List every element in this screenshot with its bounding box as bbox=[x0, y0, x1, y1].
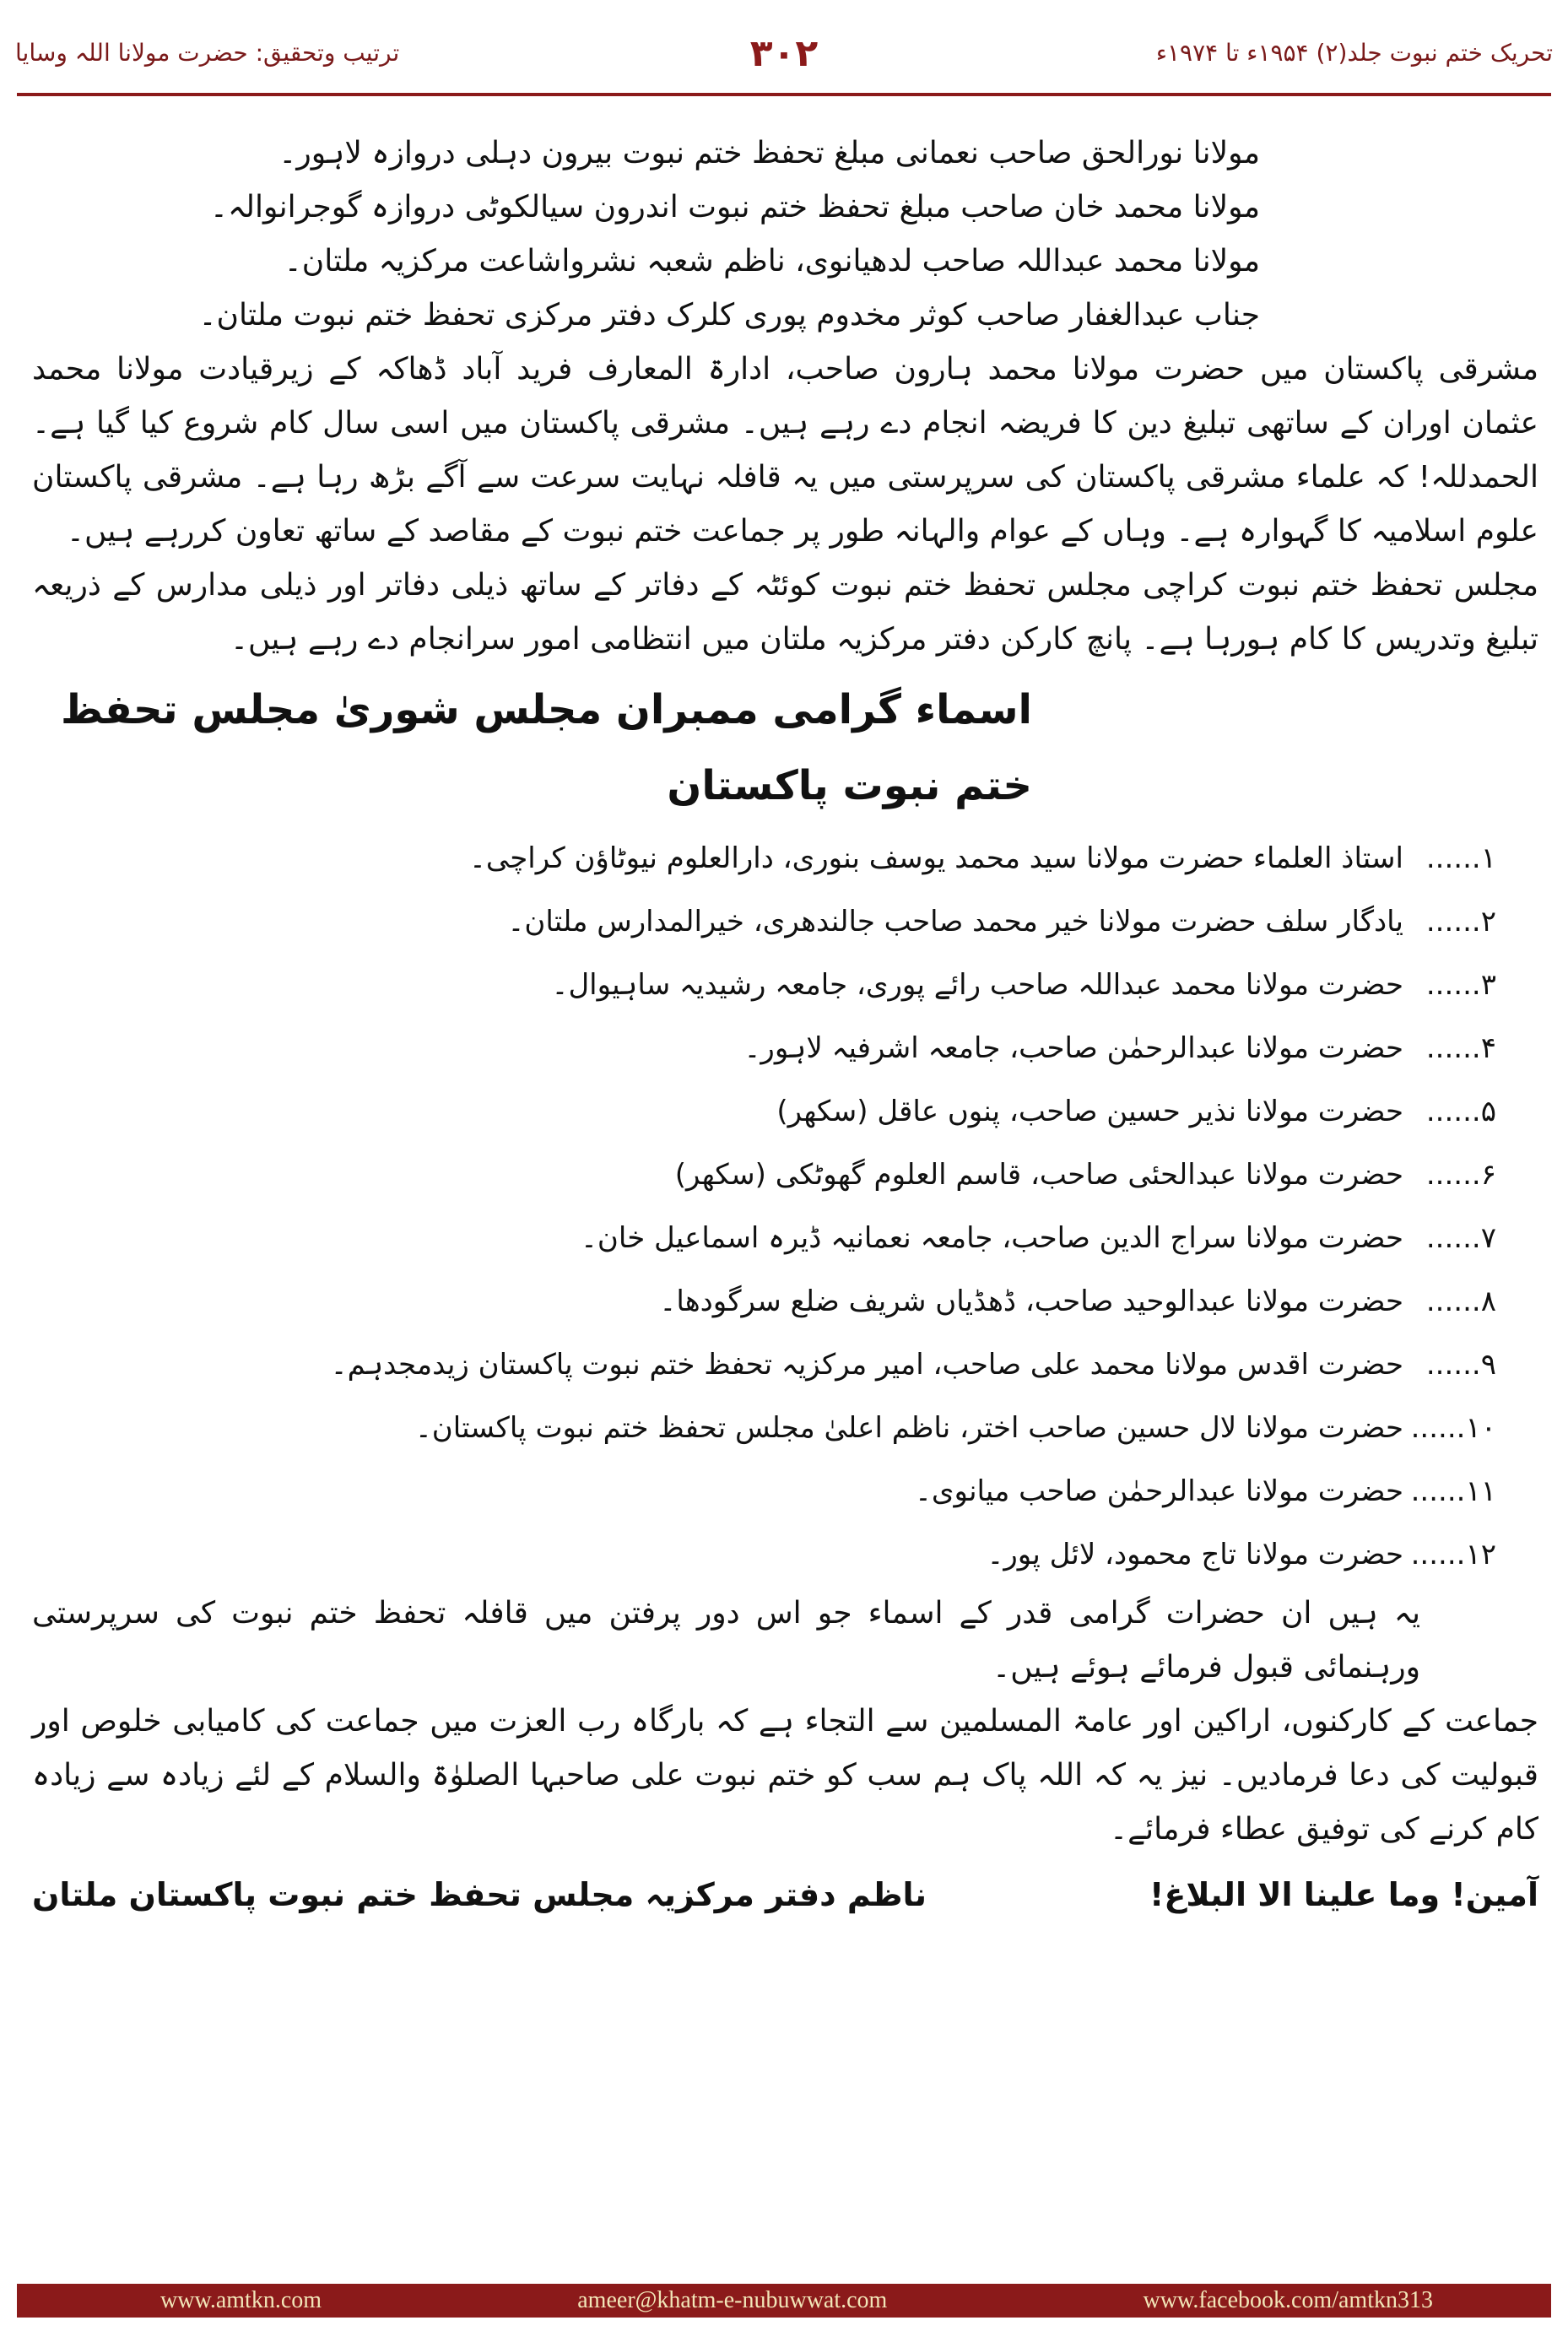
list-item bbox=[32, 1523, 1538, 1587]
list-item bbox=[32, 1397, 1538, 1460]
list-item bbox=[32, 1270, 1538, 1333]
list-item bbox=[32, 954, 1538, 1017]
footer-website-link[interactable]: www.amtkn.com bbox=[160, 2287, 322, 2313]
list-number: ۱۱...... bbox=[1410, 1474, 1496, 1508]
page-footer bbox=[17, 2284, 1551, 2318]
list-number: ۱۰...... bbox=[1410, 1411, 1496, 1445]
footer-facebook-link[interactable]: www.facebook.com/amtkn313 bbox=[1143, 2287, 1433, 2313]
members-list bbox=[32, 827, 1538, 1587]
list-item bbox=[32, 1333, 1538, 1397]
header-book-title: تحریک ختم نبوت جلد(۲) ۱۹۵۴ء تا ۱۹۷۴ء bbox=[1155, 39, 1553, 67]
closing-row bbox=[32, 1865, 1538, 1924]
list-number: ۷...... bbox=[1425, 1221, 1496, 1255]
member-name: حضرت مولانا تاج محمود، لائل پور۔ bbox=[987, 1538, 1403, 1571]
list-number: ۴...... bbox=[1425, 1031, 1496, 1065]
list-item bbox=[32, 1207, 1538, 1270]
section-heading: اسماء گرامی ممبران مجلس شوریٰ مجلس تحفظ ختم نبوت پاکستان bbox=[61, 686, 1032, 809]
list-number: ۸...... bbox=[1425, 1285, 1496, 1318]
paragraph: مولانا نورالحق صاحب نعمانی مبلغ تحفظ ختم نبوت بیرون دہلی دروازہ لاہور۔ bbox=[278, 136, 1260, 170]
page-body bbox=[32, 127, 1538, 1924]
paragraph: مولانا محمد خان صاحب مبلغ تحفظ ختم نبوت اندرون سیالکوٹی دروازہ گوجرانوالہ۔ bbox=[209, 190, 1260, 224]
list-item bbox=[32, 890, 1538, 954]
paragraph-karachi: مجلس تحفظ ختم نبوت کراچی مجلس تحفظ ختم نبوت کوئٹہ کے دفاتر کے ساتھ ذیلی دفاتر اور ذیلی مدارس کے ذریعہ تبلیغ وتدریس کا کام ہورہا ہے۔ پانچ کارکن دفتر مرکزیہ ملتان میں انتظامی امور سرانجام دے رہے ہیں۔ bbox=[32, 568, 1538, 657]
member-name: حضرت مولانا سراج الدین صاحب، جامعہ نعمانیہ ڈیرہ اسماعیل خان۔ bbox=[580, 1221, 1403, 1255]
member-name: حضرت مولانا محمد عبداللہ صاحب رائے پوری، جامعہ رشیدیہ ساہیوال۔ bbox=[551, 968, 1403, 1002]
list-item bbox=[32, 1080, 1538, 1144]
list-number: ۹...... bbox=[1425, 1348, 1496, 1382]
member-name: حضرت مولانا عبدالرحمٰن صاحب، جامعہ اشرفیہ لاہور۔ bbox=[743, 1031, 1403, 1065]
member-name: حضرت مولانا عبدالوحید صاحب، ڈھڈیاں شریف ضلع سرگودھا۔ bbox=[659, 1285, 1403, 1318]
member-name: حضرت مولانا عبدالرحمٰن صاحب میانوی۔ bbox=[914, 1474, 1403, 1508]
page-header bbox=[0, 32, 1568, 83]
paragraph: مولانا محمد عبداللہ صاحب لدھیانوی، ناظم شعبہ نشرواشاعت مرکزیہ ملتان۔ bbox=[284, 244, 1260, 279]
paragraph: جناب عبدالغفار صاحب کوثر مخدوم پوری کلرک دفتر مرکزی تحفظ ختم نبوت ملتان۔ bbox=[198, 298, 1260, 333]
list-item bbox=[32, 827, 1538, 890]
page-number: ۳۰۲ bbox=[749, 32, 819, 75]
paragraph-east-pakistan: مشرقی پاکستان میں حضرت مولانا محمد ہارون صاحب، ادارۃ المعارف فرید آباد ڈھاکہ کے زیرقیادت مولانا محمد عثمان اوران کے ساتھی تبلیغ دین کا فریضہ انجام دے رہے ہیں۔ مشرقی پاکستان میں اسی سال کام شروع کیا گیا ہے۔ الحمدللہ! کہ علماء مشرقی پاکستان کی سرپرستی میں یہ قافلہ نہایت سرعت سے آگے بڑھ رہا ہے۔ مشرقی پاکستان علوم اسلامیہ کا گہوارہ ہے۔ وہاں کے عوام والہانہ طور پر جماعت ختم نبوت کے مقاصد کے ساتھ تعاون کررہے ہیں۔ bbox=[32, 352, 1538, 549]
header-divider bbox=[17, 93, 1551, 96]
list-item bbox=[32, 1017, 1538, 1080]
member-name: حضرت مولانا عبدالحئی صاحب، قاسم العلوم گھوٹکی (سکھر) bbox=[674, 1158, 1403, 1192]
header-compiler: ترتیب وتحقیق: حضرت مولانا اللہ وسایا bbox=[15, 39, 400, 67]
list-number: ۱۲...... bbox=[1410, 1538, 1496, 1571]
paragraph: یہ ہیں ان حضرات گرامی قدر کے اسماء جو اس دور پرفتن میں قافلہ تحفظ ختم نبوت کی سرپرستی ورہنمائی قبول فرمائے ہوئے ہیں۔ bbox=[32, 1596, 1420, 1685]
member-name: استاذ العلماء حضرت مولانا سید محمد یوسف بنوری، دارالعلوم نیوٹاؤن کراچی۔ bbox=[468, 841, 1403, 875]
list-number: ۵...... bbox=[1425, 1095, 1496, 1128]
closing-signature: ناظم دفتر مرکزیہ مجلس تحفظ ختم نبوت پاکستان ملتان bbox=[32, 1876, 927, 1913]
list-number: ۱...... bbox=[1425, 841, 1496, 875]
member-name: حضرت مولانا لال حسین صاحب اختر، ناظم اعلیٰ مجلس تحفظ ختم نبوت پاکستان۔ bbox=[414, 1411, 1403, 1445]
member-name: حضرت مولانا نذیر حسین صاحب، پنوں عاقل (سکھر) bbox=[776, 1095, 1403, 1128]
list-number: ۳...... bbox=[1425, 968, 1496, 1002]
list-number: ۲...... bbox=[1425, 905, 1496, 938]
list-item bbox=[32, 1460, 1538, 1523]
list-item bbox=[32, 1144, 1538, 1207]
closing-prayer: آمین! وما علینا الا البلاغ! bbox=[1149, 1876, 1538, 1913]
member-name: یادگار سلف حضرت مولانا خیر محمد صاحب جالندھری، خیرالمدارس ملتان۔ bbox=[507, 905, 1403, 938]
member-name: حضرت اقدس مولانا محمد علی صاحب، امیر مرکزیہ تحفظ ختم نبوت پاکستان زیدمجدہم۔ bbox=[330, 1348, 1403, 1382]
paragraph: جماعت کے کارکنوں، اراکین اور عامۃ المسلمین سے التجاء ہے کہ بارگاہ رب العزت میں جماعت کی کامیابی خلوص اور قبولیت کی دعا فرمادیں۔ نیز یہ کہ اللہ پاک ہم سب کو ختم نبوت علی صاحبہا الصلوٰۃ والسلام کے لئے زیادہ سے زیادہ کام کرنے کی توفیق عطاء فرمائے۔ bbox=[32, 1704, 1538, 1847]
footer-email-link[interactable]: ameer@khatm-e-nubuwwat.com bbox=[577, 2287, 888, 2313]
list-number: ۶...... bbox=[1425, 1158, 1496, 1192]
